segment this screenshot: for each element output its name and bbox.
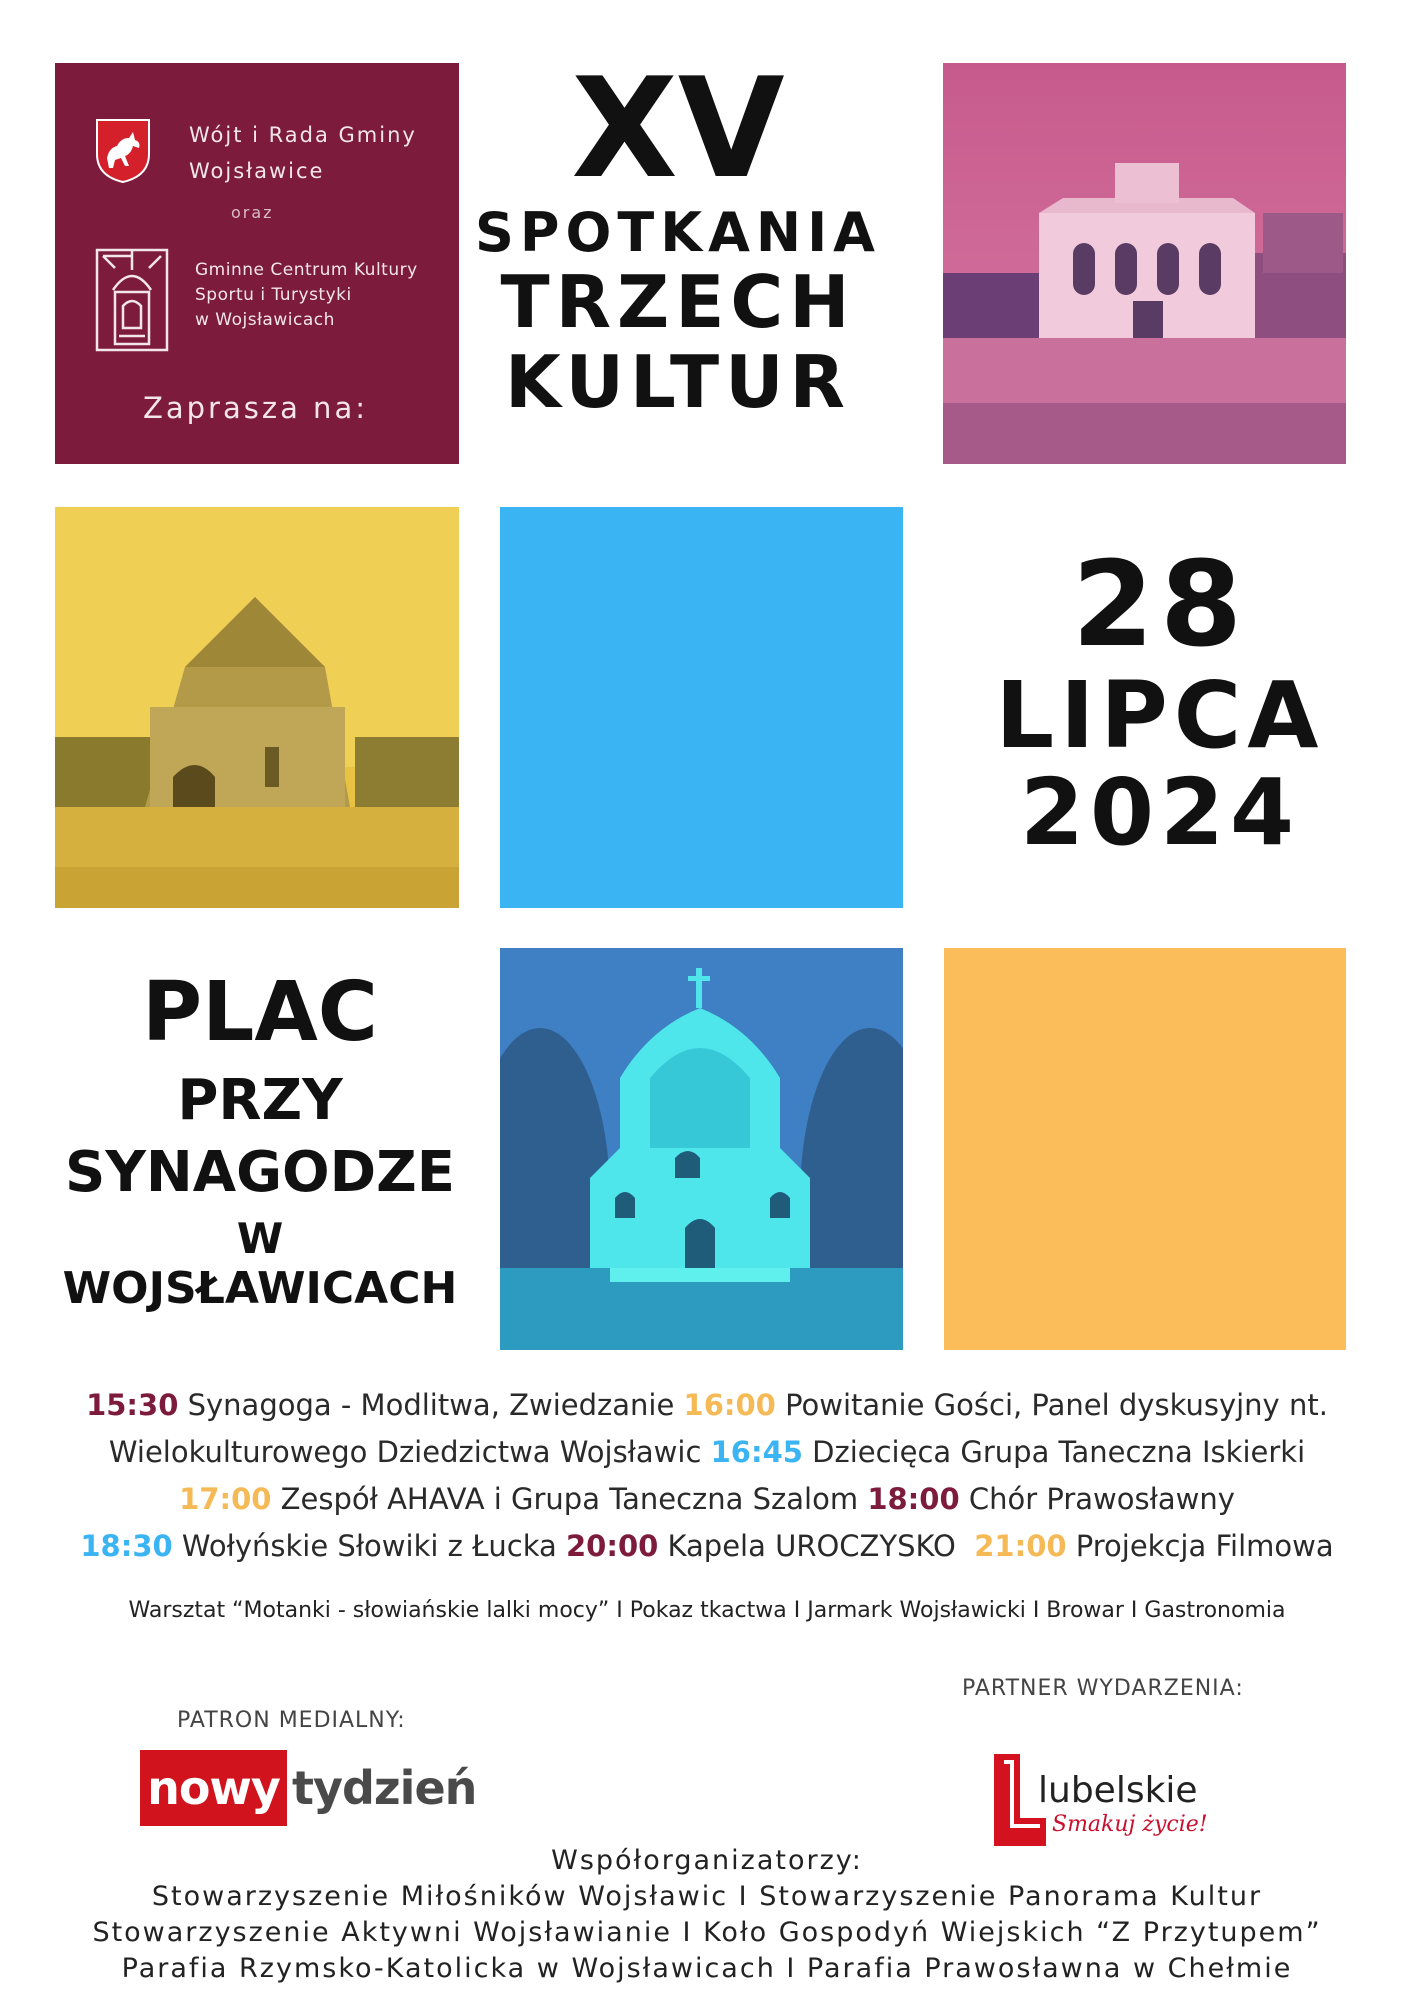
date-day: 28 [1071,535,1249,673]
schedule-item: Zespół AHAVA i Grupa Taneczna Szalom [280,1482,859,1516]
logo-tydzien: tydzień [292,1761,477,1815]
catholic-church-photo [500,948,903,1350]
schedule-item: Powitanie Gości, Panel dyskusyjny nt. Wielokulturowego Dziedzictwa Wojsławic [108,1388,1328,1469]
schedule-time: 21:00 [974,1529,1067,1563]
venue-line-5: WOJSŁAWICACH [62,1263,458,1314]
edition-numeral: XV [571,48,785,209]
gck-logo-icon [95,248,169,352]
invite-line-1: Wójt i Rada Gminy [189,123,417,147]
schedule-time: 20:00 [566,1529,659,1563]
blue-color-block [500,507,903,908]
title-line-1: SPOTKANIA [475,201,881,264]
logo-nowy: nowy [140,1750,287,1826]
patron-label: PATRON MEDIALNY: [177,1708,406,1733]
venue-line-1: PLAC [142,965,378,1060]
schedule-time: 18:00 [867,1482,960,1516]
schedule-item: Dziecięca Grupa Taneczna Iskierki [812,1435,1306,1469]
coorganizers [40,1843,1374,1987]
venue-line-2: PRZY [177,1068,343,1133]
schedule-time: 16:00 [683,1388,776,1422]
invite-line-2: Wojsławice [189,159,325,183]
gck-line-3: w Wojsławicach [195,310,335,330]
coorganizers-label: Współorganizatorzy: [551,1845,863,1876]
organizer-box [55,63,459,464]
date-month: LIPCA [995,662,1325,769]
orange-color-block [944,948,1346,1350]
title-line-3: KULTUR [505,340,851,424]
schedule-time: 17:00 [179,1482,272,1516]
side-attractions: Warsztat “Motanki - słowiańskie lalki mocy” I Pokaz tkactwa I Jarmark Wojsławicki I Browar I Gastronomia [128,1598,1286,1623]
partner-label: PARTNER WYDARZENIA: [962,1676,1244,1701]
gck-line-2: Sportu i Turystyki [195,285,352,305]
schedule-time: 15:30 [86,1388,179,1422]
lubelskie-slogan: Smakuj życie! [1052,1812,1208,1837]
schedule-item: Chór Prawosławny [968,1482,1235,1516]
venue-line-3: SYNAGODZE [64,1140,455,1205]
date-year: 2024 [1019,759,1301,866]
invite-call: Zaprasza na: [143,391,368,425]
coorganizers-line-1: Stowarzyszenie Miłośników Wojsławic I Stowarzyszenie Panorama Kultur [151,1881,1263,1912]
schedule-item: Projekcja Filmowa [1075,1529,1334,1563]
lubelskie-wordmark: lubelskie [1038,1770,1198,1811]
coorganizers-line-3: Parafia Rzymsko-Katolicka w Wojsławicach I Parafia Prawosławna w Chełmie [121,1953,1293,1984]
schedule-time: 18:30 [80,1529,173,1563]
gck-line-1: Gminne Centrum Kultury [195,260,418,280]
lubelskie-logo [990,1752,1240,1848]
orthodox-church-photo [55,507,459,908]
schedule-item: Wołyńskie Słowiki z Łucka [181,1529,557,1563]
horse-crest-icon [95,118,151,184]
nowy-tydzien-logo [140,1750,477,1826]
schedule-item: Kapela UROCZYSKO [667,1529,956,1563]
coorganizers-line-2: Stowarzyszenie Aktywni Wojsławianie I Koło Gospodyń Wiejskich “Z Przytupem” [92,1917,1322,1948]
venue-line-4: W [236,1214,284,1263]
program-schedule [40,1382,1374,1570]
schedule-time: 16:45 [710,1435,803,1469]
schedule-item: Synagoga - Modlitwa, Zwiedzanie [187,1388,675,1422]
title-line-2: TRZECH [500,260,856,344]
synagogue-photo [943,63,1346,464]
invite-conjunction: oraz [231,203,274,222]
